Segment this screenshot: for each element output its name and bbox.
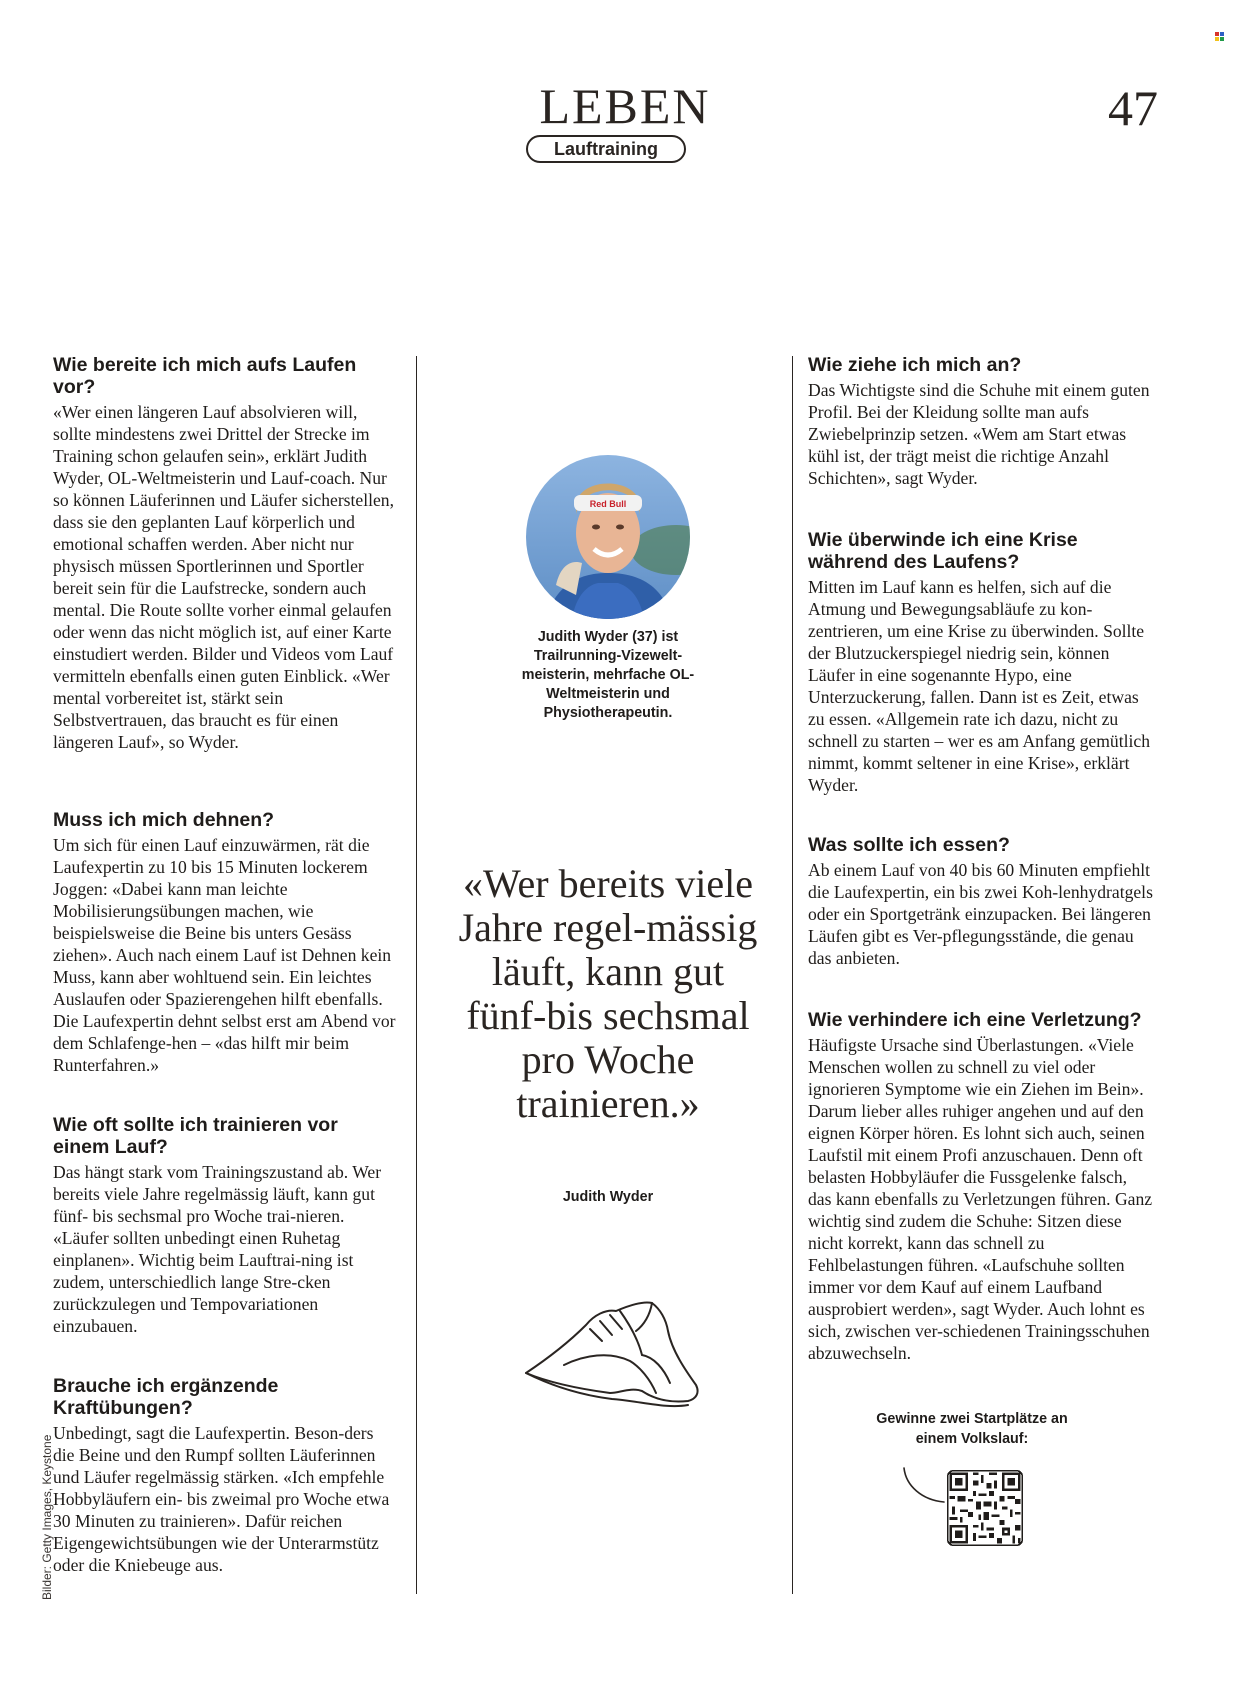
section-heading: Was sollte ich essen? <box>808 834 1010 856</box>
rubric-label: Lauftraining <box>526 135 686 163</box>
color-mark-icon <box>1215 32 1224 41</box>
section-heading: Wie oft sollte ich trainieren vor einem Lauf? <box>53 1114 338 1158</box>
pull-quote: «Wer bereits viele Jahre regel-mässig läuft, kann gut fünf-bis sechsmal pro Woche trainieren.» <box>458 861 758 1126</box>
article-section <box>808 529 1153 796</box>
right-column <box>808 354 1153 1404</box>
article-section <box>53 809 398 1076</box>
section-body: Häufigste Ursache sind Überlastungen. «Viele Menschen wollen zu schnell zu viel oder ignorieren Symptome wie ein Ziehen im Bein». Darum lieber alles ruhiger angehen und auf den eignen Körper hören. Es lohnt sich auch, seinen Laufstil mit einem Profi anzuschauen. Denn oft belasten Hobbyläufer die Fussgelenke falsch, das kann ebenfalls zu Verletzungen führen. Ganz wichtig sind zudem die Schuhe: Sitzen diese nicht korrekt, kann das schnell zu Fehlbelastungen führen. «Laufschuhe sollten immer vor dem Kauf auf einem Laufband ausprobiert werden», sagt Wyder. Auch lohnt es sich, zwischen ver-schiedenen Trainingsschuhen abzuwechseln. <box>808 1035 1153 1363</box>
article-section <box>808 354 1153 489</box>
column-divider-right <box>792 356 793 1594</box>
running-shoe-icon <box>520 1295 705 1415</box>
section-heading: Wie ziehe ich mich an? <box>808 354 1022 376</box>
portrait-photo <box>526 455 690 619</box>
article-section <box>53 354 398 753</box>
article-section <box>53 1375 398 1576</box>
photo-credit: Bilder: Getty Images, Keystone <box>40 1434 54 1600</box>
section-heading: Wie bereite ich mich aufs Laufen vor? <box>53 354 357 398</box>
section-body: Das hängt stark vom Trainingszustand ab. Wer bereits viele Jahre regelmässig läuft, kann gut fünf- bis sechsmal pro Woche trai-nieren. «Läufer sollten unbedingt einen Ruhetag einplanen». Wichtig beim Lauftrai-ning ist zudem, unterschiedlich lange Stre-cken zurückzulegen und Tempovariationen einzubauen. <box>53 1162 382 1336</box>
page-number: 47 <box>1108 80 1158 136</box>
article-section <box>53 1114 398 1337</box>
section-body: «Wer einen längeren Lauf absolvieren will, sollte mindestens zwei Drittel der Strecke im Training schon gelaufen sein», erklärt Judith Wyder, OL-Weltmeisterin und Lauf-coach. Nur so können Läuferinnen und Läufer sicherstellen, dass sie den geplanten Lauf körperlich und emotional schaffen werden. Aber nicht nur physisch müssen Sportlerinnen und Sportler bereit sein für die Laufstrecke, sondern auch mental. Die Route sollte vorher einmal gelaufen oder wenn das nicht möglich ist, auf einer Karte einstudiert werden. Bilder und Videos vom Lauf vermitteln ebenfalls einen guten Einblick. «Wer mental vorbereitet ist, stärkt sein Selbstvertrauen, das braucht es für einen längeren Lauf», so Wyder. <box>53 402 394 752</box>
section-body: Mitten im Lauf kann es helfen, sich auf die Atmung und Bewegungsabläufe zu kon-zentrieren, um eine Krise zu überwinden. Sollte der Blutzuckerspiegel niedrig sein, können Läufer in eine sogenannte Hypo, eine Unterzuckerung, fallen. Dann ist es Zeit, etwas zu essen. «Allgemein rate ich dazu, nicht zu schnell zu starten – wer es am Anfang gemütlich nimmt, kommt seltener in eine Krise», erklärt Wyder. <box>808 577 1150 795</box>
left-column <box>53 354 398 1594</box>
section-heading: Muss ich mich dehnen? <box>53 809 275 831</box>
section-heading: Wie überwinde ich eine Krise während des Laufens? <box>808 529 1078 573</box>
section-body: Das Wichtigste sind die Schuhe mit einem guten Profil. Bei der Kleidung sollte man aufs Zwiebelprinzip setzen. «Wem am Start etwas kühl ist, der trägt meist die richtige Anzahl Schichten», sagt Wyder. <box>808 380 1150 488</box>
arrow-icon <box>900 1466 948 1506</box>
section-heading: Wie verhindere ich eine Verletzung? <box>808 1009 1142 1031</box>
qr-code-icon[interactable] <box>947 1470 1023 1546</box>
promo-text: Gewinne zwei Startplätze an einem Volkslauf: <box>876 1411 1068 1447</box>
section-title: LEBEN <box>539 78 711 134</box>
headband-text: Red Bull <box>589 499 627 509</box>
portrait-caption: Judith Wyder (37) ist Trailrunning-Vizewelt-meisterin, mehrfache OL-Weltmeisterin und Physiotherapeutin. <box>521 629 695 721</box>
article-section <box>808 1009 1153 1364</box>
section-body: Unbedingt, sagt die Laufexpertin. Beson-ders die Beine und den Rumpf sollten Läuferinnen und Läufer regelmässig stärken. «Ich empfehle Hobbyläufern ein- bis zweimal pro Woche etwa 30 Minuten zu trainieren». Dafür reichen Eigengewichtsübungen wie der Unterarmstütz oder die Kniebeuge aus. <box>53 1423 390 1575</box>
section-heading: Brauche ich ergänzende Kraftübungen? <box>53 1375 279 1419</box>
column-divider-left <box>416 356 417 1594</box>
article-section <box>808 834 1153 969</box>
section-body: Ab einem Lauf von 40 bis 60 Minuten empfiehlt die Laufexpertin, ein bis zwei Koh-lenhydratgels oder ein Sportgetränk einzupacken. Bei längeren Läufen gibt es Ver-pflegungsstände, die genau das anbieten. <box>808 860 1153 968</box>
section-body: Um sich für einen Lauf einzuwärmen, rät die Laufexpertin zu 10 bis 15 Minuten lockerem Joggen: «Dabei kann man leichte Mobilisierungsübungen machen, wie beispielsweise die Beine bis unters Gesäss ziehen». Auch nach einem Lauf ist Dehnen kein Muss, kann aber wohltuend sein. Ein leichtes Auslaufen oder Spazierengehen hilft ebenfalls. Die Laufexpertin dehnt selbst erst am Abend vor dem Schlafenge-hen – «das hilft mir beim Runterfahren.» <box>53 835 396 1075</box>
pull-quote-author: Judith Wyder <box>562 1189 654 1205</box>
